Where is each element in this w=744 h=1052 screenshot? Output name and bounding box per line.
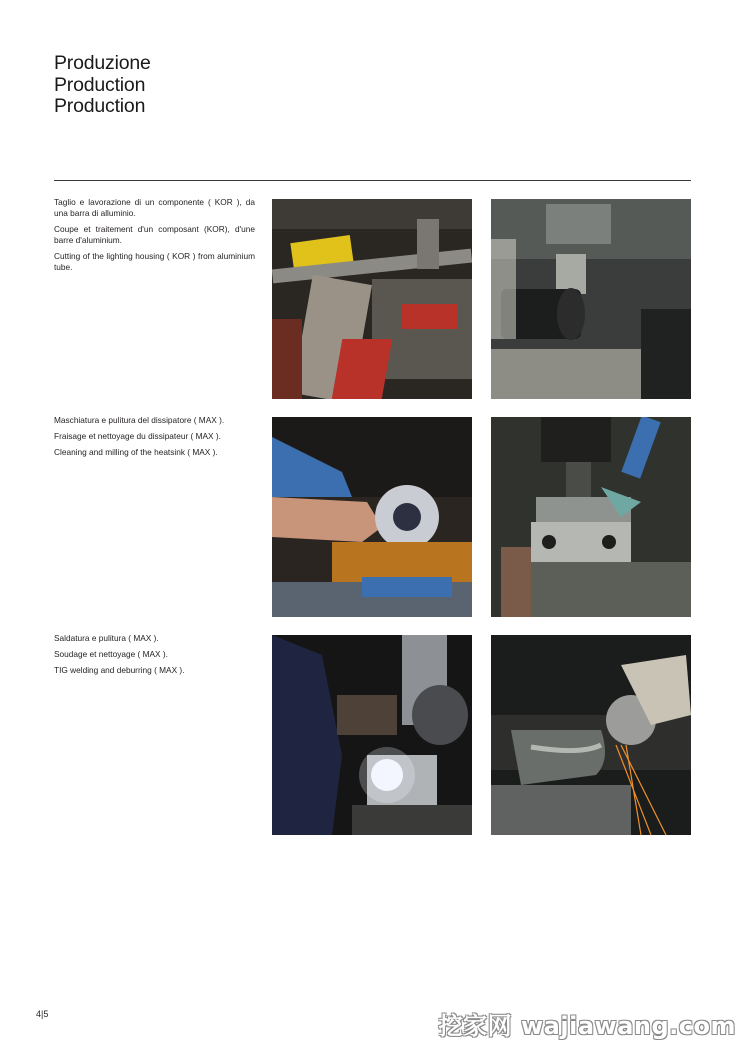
header-divider (54, 180, 691, 181)
photo-lathe-machining (491, 199, 691, 399)
caption-milling (54, 415, 255, 463)
caption-milling-fr: Fraisage et nettoyage du dissipateur ( MAX ). (54, 431, 221, 441)
page-number: 4|5 (36, 1009, 49, 1019)
photo-cnc-milling (491, 417, 691, 617)
watermark: 挖家网 wajiawang.com (438, 1012, 736, 1040)
photo-bandsaw-cutting (272, 199, 472, 399)
photo-heatsink-cleaning (272, 417, 472, 617)
caption-cutting (54, 197, 255, 278)
title-french: Production (54, 73, 146, 96)
page-title (54, 53, 151, 118)
caption-welding-fr: Soudage et nettoyage ( MAX ). (54, 649, 168, 659)
title-italian: Produzione (54, 52, 151, 74)
caption-milling-en: Cleaning and milling of the heatsink ( MAX ). (54, 447, 218, 457)
caption-welding (54, 633, 255, 681)
caption-cutting-fr: Coupe et traitement d'un composant (KOR), d'une barre d'aluminium. (54, 224, 255, 245)
title-english: Production (54, 95, 146, 117)
caption-welding-en: TIG welding and deburring ( MAX ). (54, 665, 185, 675)
photo-deburring-grinding (491, 635, 691, 835)
caption-welding-it: Saldatura e pulitura ( MAX ). (54, 633, 159, 643)
caption-milling-it: Maschiatura e pulitura del dissipatore ( MAX ). (54, 415, 225, 425)
caption-cutting-it: Taglio e lavorazione di un componente ( KOR ), da una barra di alluminio. (54, 197, 255, 218)
caption-cutting-en: Cutting of the lighting housing ( KOR ) from aluminium tube. (54, 251, 255, 272)
photo-tig-welding (272, 635, 472, 835)
